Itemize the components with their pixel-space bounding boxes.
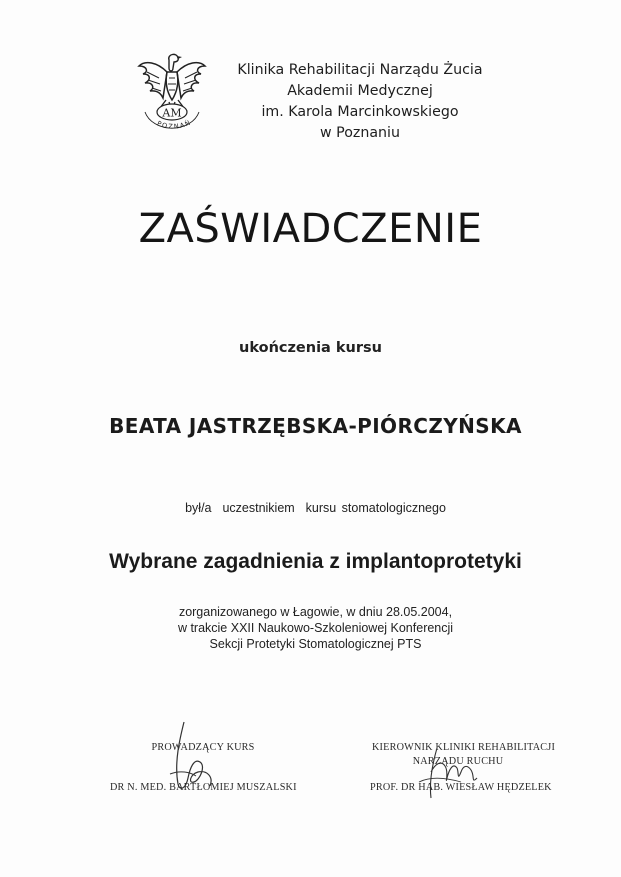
emblem-ring-text: POZNAŃ bbox=[155, 118, 193, 131]
institution-header bbox=[215, 60, 505, 144]
left-signatory-name: DR N. MED. BARTŁOMIEJ MUSZALSKI bbox=[110, 782, 297, 793]
emblem-letters: AM bbox=[162, 106, 182, 120]
left-signatory-role: PROWADZĄCY KURS bbox=[151, 742, 255, 753]
right-signatory-role-2: NARZĄDU RUCHU bbox=[412, 756, 504, 767]
certificate-title: ZAŚWIADCZENIE bbox=[138, 206, 483, 252]
details-line-3: Sekcji Protetyki Stomatologicznej PTS bbox=[209, 637, 422, 651]
institution-line-2: Akademii Medycznej bbox=[287, 83, 433, 99]
course-details bbox=[0, 604, 621, 652]
institution-line-1: Klinika Rehabilitacji Narządu Żucia bbox=[237, 62, 483, 78]
right-signatory-name: PROF. DR HAB. WIESŁAW HĘDZELEK bbox=[370, 782, 552, 793]
certificate-subtitle: ukończenia kursu bbox=[239, 340, 382, 356]
details-line-1: zorganizowanego w Łagowie, w dniu 28.05.2004, bbox=[178, 605, 453, 619]
institution-line-4: w Poznaniu bbox=[320, 125, 400, 141]
recipient-name: BEATA JASTRZĘBSKA-PIÓRCZYŃSKA bbox=[109, 414, 522, 438]
details-line-2: w trakcie XXII Naukowo-Szkoleniowej Konferencji bbox=[177, 621, 454, 635]
right-handwritten-signature bbox=[405, 742, 485, 808]
eagle-emblem-icon bbox=[133, 50, 211, 142]
right-signatory-role-1: KIEROWNIK KLINIKI REHABILITACJI bbox=[372, 742, 556, 753]
institution-line-3: im. Karola Marcinkowskiego bbox=[261, 104, 459, 120]
course-title: Wybrane zagadnienia z implantoprotetyki bbox=[109, 550, 522, 573]
participation-statement: był/a uczestnikiem kursu stomatologicznego bbox=[185, 501, 446, 515]
